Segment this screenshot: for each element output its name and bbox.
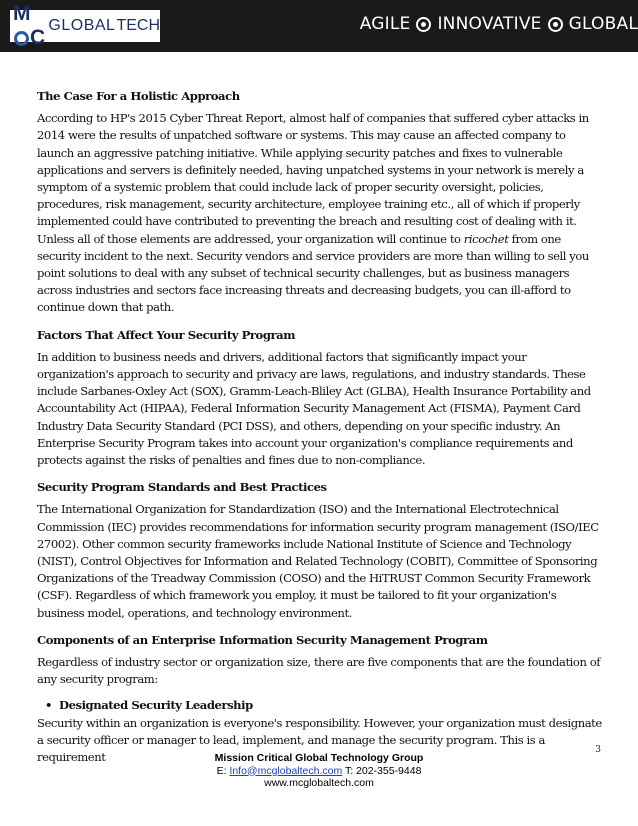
company-logo: [10, 2, 160, 49]
tagline-agile: AGILE: [359, 14, 411, 34]
page-number: 3: [595, 745, 601, 755]
section-heading: Security Program Standards and Best Practices: [37, 480, 327, 495]
section-paragraph: Security within an organization is everyone's responsibility. However, your organization must designate a security officer or manager to lead, implement, and manage the security program. This is a requirement: [37, 715, 602, 765]
section-paragraph: The International Organization for Standardization (ISO) and the International Electrotechnical Commission (IEC) provides recommendations for information security program management (ISO/IEC 27002). Other common security frameworks include National Institute of Science and Technology (NIST), Control Objectives for Information and Related Technology (COBIT), Committee of Sponsoring Organizations of the Treadway Commission (COSO) and the HiTRUST Common Security Framework (CSF). Regardless of which framework you employ, it must be tailored to fit your organization's business model, operations, and technology environment.: [37, 502, 599, 620]
logo-text-global: GLOBAL: [48, 17, 116, 34]
section-paragraph: According to HP's 2015 Cyber Threat Report, almost half of companies that suffered cyber attacks in 2014 were the results of unpatched software or systems. This may cause an affected company to launch an aggressive patching initiative. While applying security patches and fixes to vulnerable applications and servers is definitely needed, having unpatched systems in your network is merely a symptom of a systemic problem that could include lack of proper security oversight, policies, procedures, risk management, security architecture, employee training etc., all of which if properly implemented could have contributed to preventing the breach and resulting cost of dealing with it. Unless all of those elements are addressed, your organization will continue to ricochet from one security incident to the next. Security vendors and service providers are more than willing to sell you point solutions to deal with any subset of technical security challenges, but as business managers across industries and sectors face increasing threats and decreasing budgets, you can ill-afford to continue down that path.: [37, 111, 589, 315]
section-heading: Components of an Enterprise Information Security Management Program: [37, 632, 488, 647]
section-heading: Factors That Affect Your Security Program: [37, 327, 296, 342]
email-link[interactable]: Info@mcglobaltech.com: [229, 764, 343, 777]
footer-org-name: Mission Critical Global Technology Group: [214, 752, 424, 764]
section-paragraph: In addition to business needs and drivers, additional factors that significantly impact your organization's approach to security and privacy are laws, regulations, and industry standards. These include Sarbanes-Oxley Act (SOX), Gramm-Leach-Bliley Act (GLBA), Health Insurance Portability and Accountability Act (HIPAA), Federal Information Security Management Act (FISMA), Payment Card Industry Data Security Standard (PCI DSS), and others, depending on your specific industry. An Enterprise Security Program takes into account your organization's compliance requirements and protects against the risks of penalties and fines due to non-compliance.: [37, 349, 591, 468]
list-item: • Designated Security Leadership: [59, 697, 603, 714]
document-body: [37, 88, 603, 776]
footer-website[interactable]: www.mcglobaltech.com: [264, 777, 374, 789]
target-dot-icon: [548, 17, 563, 32]
tagline-global: GLOBAL: [568, 14, 638, 34]
logo-mark: MC: [13, 2, 45, 49]
target-dot-icon: [416, 17, 431, 32]
emphasis-text: ricochet: [463, 231, 509, 246]
component-list: [37, 697, 603, 714]
page-header: [0, 0, 638, 52]
section-heading: The Case For a Holistic Approach: [37, 89, 240, 103]
page-footer: [0, 752, 638, 790]
footer-contact: E: Info@mcglobaltech.com T: 202-355-9448: [216, 764, 422, 777]
logo-text-tech: TECH: [116, 17, 160, 34]
header-tagline: [360, 14, 638, 34]
section-paragraph: Regardless of industry sector or organization size, there are five components that are the foundation of any security program:: [37, 655, 601, 687]
tagline-innovative: INNOVATIVE: [437, 14, 542, 34]
